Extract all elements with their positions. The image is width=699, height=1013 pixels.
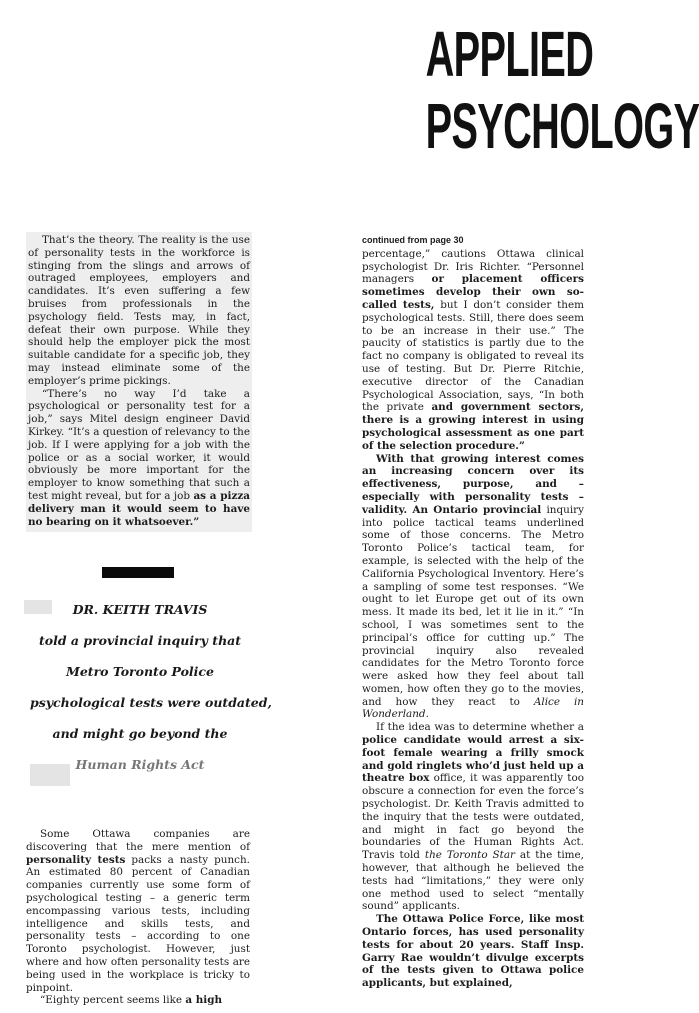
paragraph-text: percentage,” cautions Ottawa clinical psychologist Dr. Iris Richter. “Personnel managers [362,247,584,286]
paragraph-text: “Eighty percent seems like [40,994,183,1007]
paragraph-text-bold: a high [185,994,223,1007]
paragraph-text-bold: as a pizza delivery man it would seem to have no bearing on it whatsoever.” [28,489,250,528]
article-column-left-top [26,232,252,532]
paragraph-text-bold: With that growing interest comes an increasing concern over its effectiveness, purpose, and – especially with personality tests – validity. An Ontario provincial [362,452,584,516]
paragraph [362,453,584,722]
divider-bar [102,567,174,578]
paragraph-text: office, it was apparently too obscure a connection for even the force’s psychologist. Dr. Keith Travis admitted to the inquiry that the tests were outdated, and might in fact go beyond the boundaries of the Human Rights Act. Travis told [362,772,584,862]
section-masthead [425,18,699,162]
paragraph-text: at the time, however, that although he believed the tests had “limitations,” they were only one method used to select “mentally sound” applicants. [362,849,584,913]
paragraph-text-bold: and government sectors, there is a growing interest in using psychological assessment as one part of the selection procedure.” [362,401,584,452]
paragraph: That’s the theory. The reality is the use of personality tests in the workforce is stinging from the slings and arrows of outraged employees, employers and candidates. It’s even suffering a few bruises from professionals in the psychology field. Tests may, in fact, defeat their own purpose. While they should help the employer pick the most suitable candidate for a specific job, they may instead eliminate some of the employer’s prime pickings. [28,234,250,387]
pull-quote-line: Metro Toronto Police [66,664,214,679]
paragraph-text-bold: personality tests [26,853,126,866]
article-column-left-bottom [26,828,250,1007]
pull-quote-line: and might go beyond the [52,726,228,741]
paragraph-text [362,504,584,721]
paragraph [362,721,584,913]
paragraph [26,994,250,1007]
paragraph-text: “There’s no way I’d take a psychological or personality test for a job,” says Mitel design engineer David Kirkey. “It’s a question of relevancy to the job. If I were applying for a job with the police or as a social worker, it would obviously be more important for the employer to know something that such a test might reveal, but for a job [28,387,250,502]
paragraph-text-span: inquiry into police tactical teams underlined some of those concerns. The Metro Toronto Police’s tactical team, for example, is selected with the help of the California Psychological Inventory. Here’s a sampling of some test responses. “We ought to let Europe get out of its own mess. It made its bed, let it lie in it.” “In school, I was sometimes sent to the principal’s office for cutting up.” The provincial inquiry also revealed candidates for the Metro Toronto force were asked how they feel about tall women, how often they go to the movies, and how they react to [362,503,584,708]
paragraph: The Ottawa Police Force, like most Ontario forces, has used personality tests for about 20 years. Staff Insp. Garry Rae wouldn’t divulge excerpts of the tests given to Ottawa police applicants, but explained, [362,913,584,990]
paragraph-text: If the idea was to determine whether a [376,721,584,734]
article-column-right [362,234,584,990]
pull-quote [30,594,272,780]
pull-quote-line: psychological tests were outdated, [30,695,272,710]
paragraph-text: but I don’t consider them psychological tests. Still, there does seem to be an increase in their use.” The paucity of statistics is partly due to the fact no company is obligated to reveal its use of testing. But Dr. Pierre Ritchie, executive director of the Canadian Psychological Association, says, “In both the private [362,298,584,414]
paragraph [26,828,250,994]
paragraph-text: Some Ottawa companies are discovering that the mere mention of [26,828,250,853]
pull-quote-line: told a provincial inquiry that [38,633,242,648]
newspaper-title: the Toronto Star [424,849,515,862]
paragraph-text-bold: police candidate would arrest a six-foot female wearing a frilly smock and gold ringlets who’d just held up a theatre box [362,734,584,785]
pull-quote-line: DR. KEITH TRAVIS [72,602,208,617]
book-title: Alice in Wonderland [362,695,584,721]
paragraph-text-bold: or placement officers sometimes develop their own so-called tests, [362,273,584,311]
masthead-line-2: PSYCHOLOGY [425,90,699,162]
paragraph [28,388,250,529]
paragraph [362,248,584,453]
pull-quote-line: Human Rights Act [75,757,205,772]
continued-from-label: continued from page 30 [362,235,464,245]
punctuation: . [425,708,429,721]
masthead-line-1: APPLIED [425,18,594,90]
paragraph-text: packs a nasty punch. An estimated 80 percent of Canadian companies currently use some form of psychological testing – a generic term encompassing various tests, including intelligence and skills tests, and personality tests – according to one Toronto psychologist. However, just where and how often personality tests are being used in the workplace is tricky to pinpoint. [26,853,250,994]
